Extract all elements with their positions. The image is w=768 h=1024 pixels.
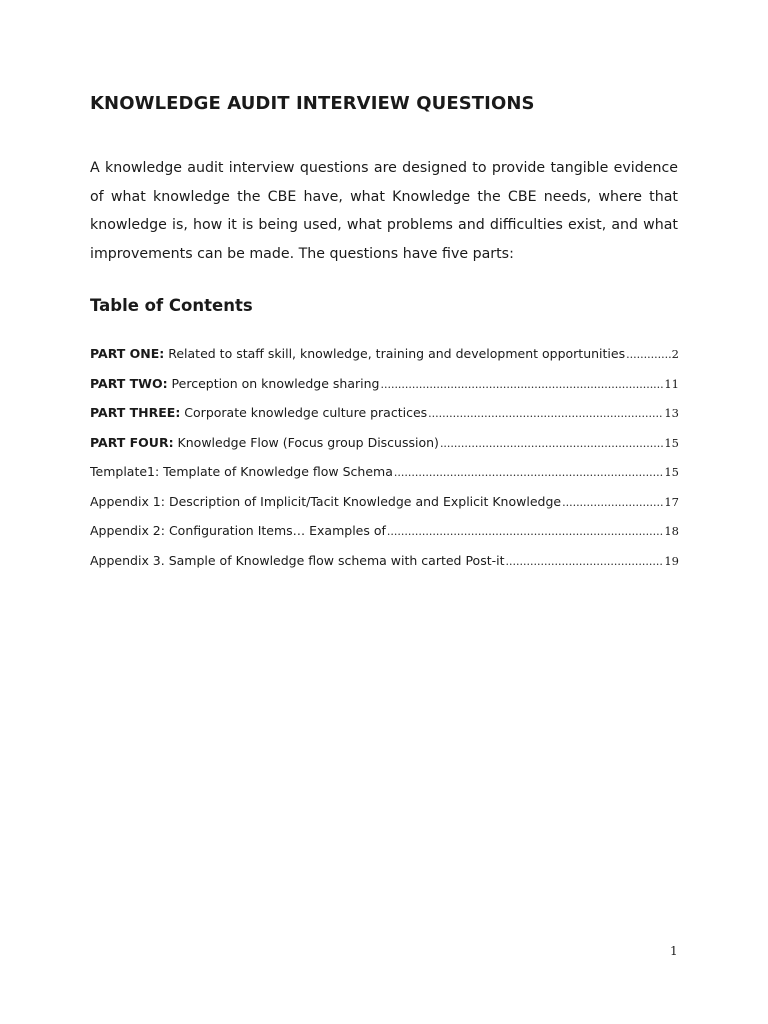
toc-entry-label bbox=[90, 435, 439, 450]
toc-entry-part-two[interactable] bbox=[90, 376, 679, 406]
toc-leader-dots bbox=[626, 348, 671, 361]
toc-entry-appendix-3[interactable] bbox=[90, 553, 679, 583]
toc-entry-text: Knowledge Flow (Focus group Discussion) bbox=[173, 434, 439, 450]
toc-entry-text: Perception on knowledge sharing bbox=[167, 375, 380, 391]
toc-entry-part-four[interactable] bbox=[90, 435, 679, 465]
toc-entry-bold-label: PART FOUR: bbox=[90, 434, 174, 450]
toc-entry-label bbox=[90, 464, 393, 479]
toc-entry-text: Appendix 3. Sample of Knowledge flow schema with carted Post-it bbox=[90, 552, 505, 568]
toc-entry-page: 15 bbox=[664, 465, 679, 479]
toc-leader-dots bbox=[506, 555, 664, 568]
toc-entry-part-one[interactable] bbox=[90, 346, 679, 376]
toc-entry-label bbox=[90, 553, 505, 568]
toc-entry-template1[interactable] bbox=[90, 464, 679, 494]
toc-entry-label bbox=[90, 523, 386, 538]
toc-leader-dots bbox=[387, 525, 663, 538]
toc-entry-text: Related to staff skill, knowledge, training and development opportunities bbox=[164, 346, 626, 361]
toc-leader-dots bbox=[380, 378, 663, 391]
toc-entry-appendix-1[interactable] bbox=[90, 494, 679, 524]
toc-entry-bold-label: PART THREE: bbox=[90, 405, 181, 420]
toc-heading: Table of Contents bbox=[90, 296, 253, 315]
toc-entry-page: 2 bbox=[671, 347, 679, 361]
toc-entry-text: Corporate knowledge culture practices bbox=[180, 405, 428, 420]
toc-entry-label bbox=[90, 405, 427, 420]
table-of-contents bbox=[90, 346, 679, 582]
toc-entry-label bbox=[90, 376, 379, 391]
toc-entry-text: Template1: Template of Knowledge flow Schema bbox=[90, 464, 393, 479]
toc-entry-bold-label: PART ONE: bbox=[90, 346, 165, 361]
toc-entry-page: 15 bbox=[664, 435, 679, 450]
toc-entry-label bbox=[90, 346, 625, 361]
intro-paragraph: A knowledge audit interview questions are designed to provide tangible evidence of what knowledge the CBE have, what Knowledge the CBE needs, where that knowledge is, how it is being used, what problems and difficulties exist, and what improvements can be made. The questions have five parts: bbox=[90, 160, 678, 262]
document-title: KNOWLEDGE AUDIT INTERVIEW QUESTIONS bbox=[90, 93, 535, 114]
toc-leader-dots bbox=[394, 466, 663, 479]
toc-entry-part-three[interactable] bbox=[90, 405, 679, 435]
toc-entry-page: 11 bbox=[664, 376, 679, 391]
toc-entry-label bbox=[90, 494, 561, 509]
page-number: 1 bbox=[670, 944, 678, 958]
toc-entry-page: 17 bbox=[664, 494, 679, 509]
toc-entry-text: Appendix 2: Configuration Items… Examples of bbox=[90, 523, 386, 538]
toc-entry-appendix-2[interactable] bbox=[90, 523, 679, 553]
toc-leader-dots bbox=[428, 407, 663, 420]
toc-entry-text: Appendix 1: Description of Implicit/Tacit Knowledge and Explicit Knowledge bbox=[90, 493, 562, 509]
toc-entry-page: 18 bbox=[664, 524, 679, 538]
toc-entry-bold-label: PART TWO: bbox=[90, 375, 168, 391]
toc-entry-page: 13 bbox=[664, 406, 679, 420]
toc-entry-page: 19 bbox=[664, 553, 679, 568]
toc-leader-dots bbox=[440, 437, 663, 450]
toc-leader-dots bbox=[562, 496, 663, 509]
